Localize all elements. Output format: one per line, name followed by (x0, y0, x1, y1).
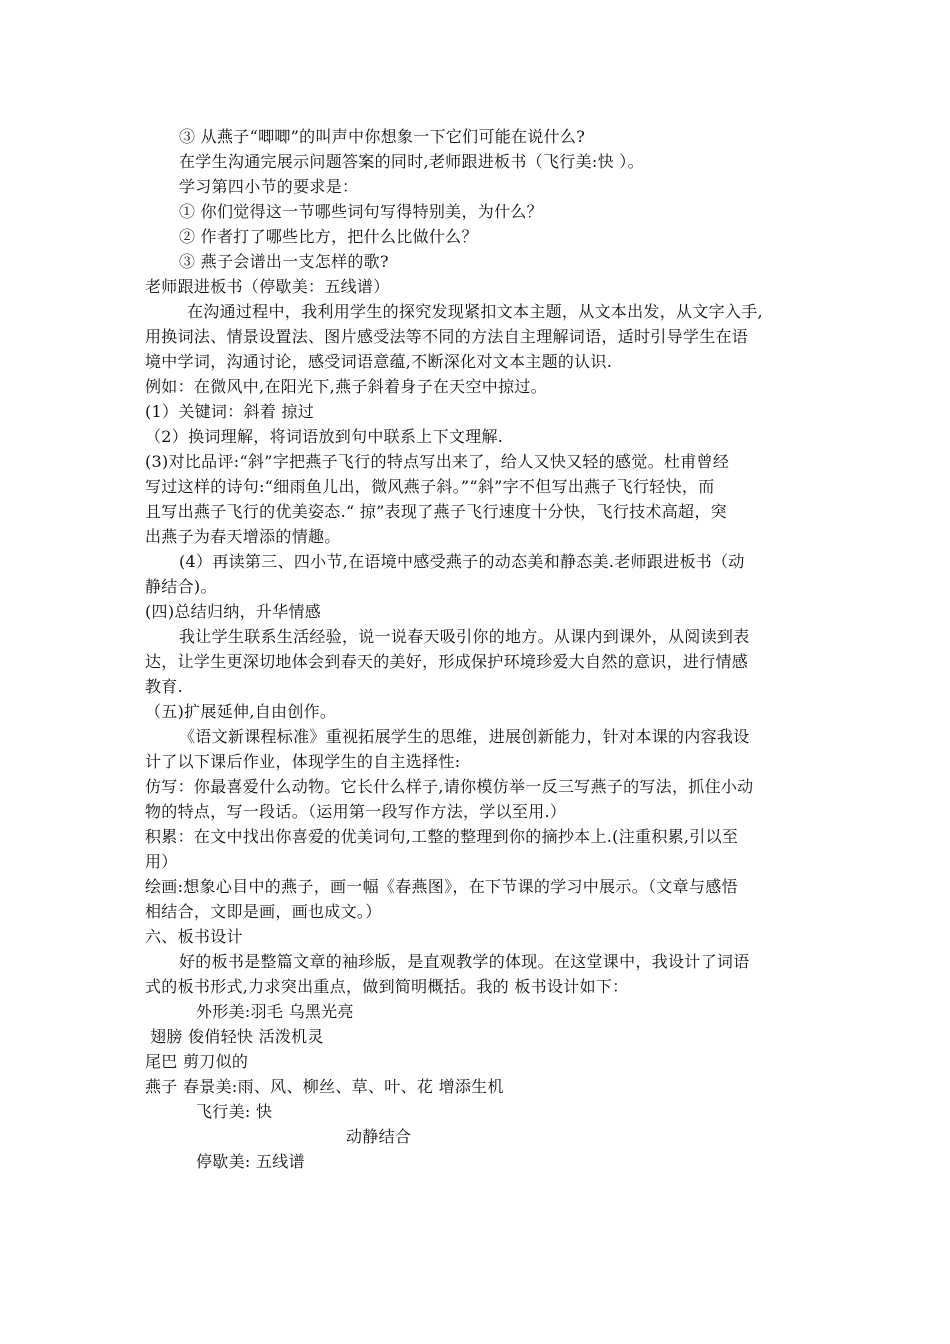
board-line: 停歇美: 五线谱 (196, 1152, 305, 1171)
text-line: 出燕子为春天增添的情趣。 (145, 527, 341, 546)
text-line: 相结合，文即是画，画也成文。） (145, 902, 382, 921)
section-heading: 六、板书设计 (145, 927, 243, 946)
text-line: 物的特点，写一段话。（运用第一段写作方法，学以至用.） (145, 802, 567, 821)
text-line: 我让学生联系生活经验，说一说春天吸引你的地方。从课内到课外，从阅读到表 (179, 627, 750, 646)
text-line: 例如：在微风中,在阳光下,燕子斜着身子在天空中掠过。 (145, 377, 547, 396)
board-line: 尾巴 剪刀似的 (145, 1052, 249, 1071)
text-line: 静结合)。 (145, 577, 217, 596)
section-heading: （五)扩展延伸,自由创作。 (145, 702, 337, 721)
text-line: 计了以下课后作业，体现学生的自主选择性: (145, 752, 461, 771)
text-line: ③ 燕子会谱出一支怎样的歌? (179, 252, 389, 271)
text-line: 仿写：你最喜爱什么动物。它长什么样子,请你模仿举一反三写燕子的写法，抓住小动 (145, 777, 754, 796)
text-line: 写过这样的诗句:“细雨鱼儿出，微风燕子斜。”“斜”字不但写出燕子飞行轻快，而 (145, 477, 715, 496)
board-line: 动静结合 (346, 1127, 412, 1146)
text-line: （2）换词理解，将词语放到句中联系上下文理解. (145, 427, 504, 446)
board-line: 飞行美: 快 (196, 1102, 273, 1121)
text-line: ① 你们觉得这一节哪些词句写得特别美，为什么？ (179, 202, 543, 221)
text-line: 老师跟进板书（停歇美：五线谱） (145, 277, 390, 296)
text-line: 《语文新课程标准》重视拓展学生的思维，进展创新能力，针对本课的内容我设 (179, 727, 750, 746)
section-heading: (四)总结归纳，升华情感 (145, 602, 322, 621)
text-line: 境中学词，沟通讨论，感受词语意蕴,不断深化对文本主题的认识. (145, 352, 613, 371)
text-line: 式的板书形式,力求突出重点，做到简明概括。我的 板书设计如下： (145, 977, 629, 996)
text-line: 且写出燕子飞行的优美姿态.“ 掠”表现了燕子飞行速度十分快，飞行技术高超，突 (145, 502, 727, 521)
text-line: (4）再读第三、四小节,在语境中感受燕子的动态美和静态美.老师跟进板书（动 (179, 552, 745, 571)
text-line: 学习第四小节的要求是： (179, 177, 359, 196)
text-line: 达，让学生更深切地体会到春天的美好，形成保护环境珍爱大自然的意识，进行情感 (145, 652, 749, 671)
text-line: 用） (145, 852, 178, 871)
text-line: 好的板书是整篇文章的袖珍版，是直观教学的体现。在这堂课中，我设计了词语 (179, 952, 750, 971)
text-line: 积累：在文中找出你喜爱的优美词句,工整的整理到你的摘抄本上.(注重积累,引以至 (145, 827, 739, 846)
text-line: (1）关键词：斜着 掠过 (145, 402, 315, 421)
text-line: ② 作者打了哪些比方，把什么比做什么？ (179, 227, 478, 246)
text-line: 用换词法、情景设置法、图片感受法等不同的方法自主理解词语，适时引导学生在语 (145, 327, 749, 346)
board-line: 燕子 春景美:雨、风、柳丝、草、叶、花 增添生机 (145, 1077, 504, 1096)
text-line: 在沟通过程中，我利用学生的探究发现紧扣文本主题，从文本出发，从文字入手, (187, 302, 763, 321)
text-line: 绘画:想象心目中的燕子，画一幅《春燕图》，在下节课的学习中展示。（文章与感悟 (145, 877, 738, 896)
text-line: (3)对比品评:“斜”字把燕子飞行的特点写出来了，给人又快又轻的感觉。杜甫曾经 (145, 452, 730, 471)
board-line: 外形美:羽毛 乌黑光亮 (196, 1002, 354, 1021)
text-line: 在学生沟通完展示问题答案的同时,老师跟进板书（飞行美:快 ）。 (179, 152, 644, 171)
board-line: 翅膀 俊俏轻快 活泼机灵 (150, 1027, 324, 1046)
text-line: ③ 从燕子“唧唧”的叫声中你想象一下它们可能在说什么? (179, 127, 586, 146)
text-line: 教育. (145, 677, 183, 696)
